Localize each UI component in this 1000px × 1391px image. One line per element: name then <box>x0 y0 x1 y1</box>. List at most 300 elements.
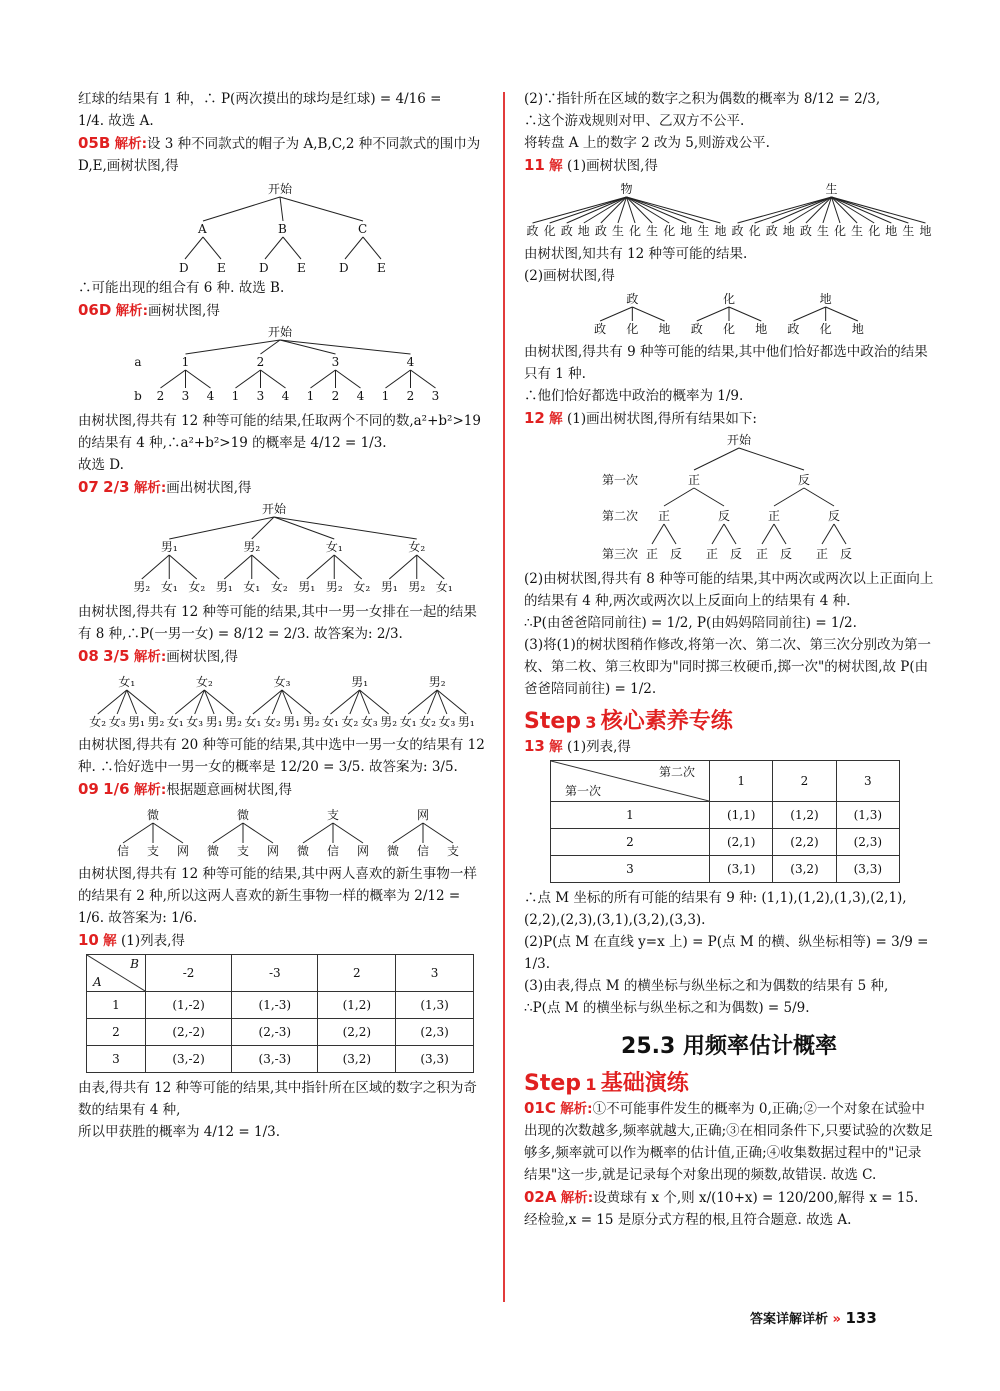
tree-leaf: 地 <box>885 224 898 238</box>
step1-title: 基础演练 <box>600 1071 689 1096</box>
tree-branch <box>632 307 664 321</box>
q02-tag: 解析: <box>560 1190 594 1206</box>
row-label: a <box>134 355 142 369</box>
tree-leaf: 政 <box>787 322 800 336</box>
tree-leaf: 3 <box>181 389 190 403</box>
tree-leaf: 正 <box>645 547 659 561</box>
tree-leaf: 信 <box>116 844 130 858</box>
q13-col: 3 <box>836 761 899 802</box>
tree-leaf: 反 <box>729 547 743 561</box>
q02-answer: A <box>544 1188 557 1206</box>
q13-text: (1)列表,得 <box>566 739 631 755</box>
tree-branch <box>627 197 704 223</box>
q08-conclusion: 由树状图,得共有 20 种等可能的结果,其中选中一男一女的结果有 12 种. ∴恰好选中一男一女的概率是 12/20 = 3/5. 故答案为: 3/5. <box>78 737 485 775</box>
q06-number: 06 <box>78 301 99 319</box>
q05-tag: 解析: <box>114 136 148 152</box>
tree-leaf: 1 <box>231 389 240 403</box>
tree-node: 女₂ <box>195 675 213 689</box>
q12-number: 12 <box>524 409 545 427</box>
question-05 <box>78 132 486 299</box>
tree-leaf: 生 <box>697 224 710 238</box>
step3-title: 核心素养专练 <box>600 709 733 734</box>
tree-branch <box>664 524 676 544</box>
q06-tree <box>78 324 486 408</box>
tree-branch <box>694 488 724 506</box>
q13-col: 1 <box>710 761 773 802</box>
table-row <box>551 856 900 883</box>
q02-number: 02 <box>524 1188 545 1206</box>
table-row <box>87 1046 474 1073</box>
tree-branch <box>834 524 846 544</box>
tree-branch <box>697 307 729 321</box>
step3-word: Step <box>524 709 582 734</box>
tree-leaf: 信 <box>416 844 430 858</box>
level-label: 第二次 <box>601 509 639 523</box>
tree-leaf: 支 <box>146 844 160 858</box>
tree-branch <box>417 555 445 579</box>
tree-branch <box>142 555 170 579</box>
tree-leaf: 化 <box>868 224 881 238</box>
q13-cell: (1,1) <box>710 802 773 829</box>
tree-leaf: 女₃ <box>186 715 204 729</box>
tree-branch <box>389 555 417 579</box>
q13-table <box>550 760 900 883</box>
q10-cell: (3,-3) <box>232 1046 318 1073</box>
tree-branch <box>762 524 774 544</box>
q13-corner-cell <box>551 761 710 802</box>
tree-leaf: 男₂ <box>408 580 426 594</box>
tree-branch <box>652 524 664 544</box>
tree-node: 男₁ <box>351 675 369 689</box>
tree-leaf: 男₁ <box>128 715 145 729</box>
tree-leaf: 3 <box>256 389 265 403</box>
q01-answer: C <box>544 1099 556 1117</box>
tree-leaf: 微 <box>296 844 310 858</box>
tree-leaf: 政 <box>594 224 607 238</box>
q10-corner-cell <box>87 955 146 992</box>
q08-answer: 3/5 <box>103 647 130 665</box>
q13-c1: ∴点 M 坐标的所有可能的结果有 9 种: (1,1),(1,2),(1,3),(2,1),(2,2),(2,3),(3,1),(3,2),(3,3). <box>524 890 907 928</box>
tree-leaf: 地 <box>658 322 671 336</box>
tree-leaf: 1 <box>306 389 315 403</box>
table-row <box>87 1019 474 1046</box>
tree-leaf: 男₂ <box>302 715 320 729</box>
q10-cont-2: ∴这个游戏规则对甲、乙双方不公平. <box>524 113 745 129</box>
q13-cell: (3,2) <box>773 856 836 883</box>
q10-col: 3 <box>396 955 474 992</box>
q06-end: 故选 D. <box>78 457 124 473</box>
q10-cell: (2,3) <box>396 1019 474 1046</box>
q05-l2-3: E <box>297 261 306 275</box>
q12-text: (1)画出树状图,得所有结果如下: <box>566 411 757 427</box>
q09-text: 根据题意画树状图,得 <box>166 782 293 798</box>
tree-leaf: 生 <box>611 224 624 238</box>
tree-leaf: 3 <box>431 389 440 403</box>
footer-label: 答案详解详析 <box>750 1312 829 1327</box>
tree-node: 网 <box>416 808 430 822</box>
tree-leaf: 男₁ <box>215 580 233 594</box>
tree-branch <box>739 448 804 470</box>
q10-tag: 解 <box>103 933 117 949</box>
tree-leaf: 政 <box>799 224 812 238</box>
tree-branch <box>161 370 186 388</box>
tree-leaf: 政 <box>731 224 744 238</box>
tree-branch <box>826 307 858 321</box>
tree-node: 男₂ <box>428 675 446 689</box>
q13-cell: 3 <box>551 856 710 883</box>
question-13 <box>524 735 934 1019</box>
question-06 <box>78 299 486 476</box>
tree-leaf: 2 <box>406 389 415 403</box>
table-row <box>551 761 900 802</box>
tree-leaf: 化 <box>663 224 676 238</box>
tree-branch <box>280 340 411 354</box>
chevron-right-icon: » <box>832 1312 841 1327</box>
tree-leaf: 化 <box>748 224 761 238</box>
tree-branch <box>311 370 336 388</box>
q09-tree <box>78 803 486 861</box>
q10-head-a: A <box>93 975 102 989</box>
tree-node: 政 <box>626 292 639 306</box>
tree-node: 男₂ <box>243 540 261 554</box>
tree-branch <box>627 197 721 223</box>
tree-node: 物 <box>620 182 633 196</box>
tree-leaf: 男₁ <box>298 580 316 594</box>
tree-branch <box>423 823 453 843</box>
tree-branch <box>274 517 417 539</box>
q10-cell: (3,2) <box>318 1046 396 1073</box>
q12-c3: (3)将(1)的树状图稍作修改,将第一次、第二次、第三次分别改为第一枚、第二枚、第三枚即为"同时掷三枚硬币,掷一次"的树状图,故 P(由爸爸陪同前往) = 1/2. <box>524 637 932 697</box>
tree-leaf: 化 <box>819 322 832 336</box>
q10-cell: (3,3) <box>396 1046 474 1073</box>
q05-answer: B <box>98 134 111 152</box>
tree-branch <box>712 524 724 544</box>
q05-l1-0: A <box>198 222 207 236</box>
question-09 <box>78 778 486 929</box>
q13-head-top: 第二次 <box>658 765 695 779</box>
tree-branch <box>567 197 627 223</box>
q13-cell: (2,1) <box>710 829 773 856</box>
q07-tree <box>78 501 486 599</box>
level-label: 第三次 <box>601 547 639 561</box>
tree-leaf: 正 <box>755 547 769 561</box>
tree-leaf: 政 <box>560 224 573 238</box>
tree-node: 女₂ <box>408 540 426 554</box>
tree-node: 正 <box>687 473 701 487</box>
tree-branch <box>755 197 832 223</box>
tree-branch <box>729 307 761 321</box>
tree-leaf: 微 <box>386 844 400 858</box>
tree-node: 生 <box>825 182 838 196</box>
q09-answer: 1/6 <box>103 780 130 798</box>
q06-tag: 解析: <box>115 303 149 319</box>
tree-leaf: 2 <box>331 389 340 403</box>
tree-branch <box>252 517 274 539</box>
tree-leaf: 男₁ <box>380 580 398 594</box>
tree-node: 地 <box>819 292 832 306</box>
tree-leaf: 化 <box>543 224 556 238</box>
tree-node: 反 <box>797 473 811 487</box>
tree-branch <box>772 197 832 223</box>
tree-leaf: 生 <box>646 224 659 238</box>
tree-branch <box>123 823 153 843</box>
tree-leaf: 生 <box>902 224 915 238</box>
tree-leaf: 生 <box>851 224 864 238</box>
tree-leaf: 正 <box>705 547 719 561</box>
intro-line-2: 1/4. 故选 A. <box>78 113 154 129</box>
tree-node: 反 <box>827 509 841 523</box>
table-row <box>87 992 474 1019</box>
tree-leaf: 地 <box>577 224 590 238</box>
tree-leaf: 女₃ <box>108 715 126 729</box>
tree-leaf: 男₁ <box>205 715 223 729</box>
q11-number: 11 <box>524 156 545 174</box>
tree-node: 微 <box>236 808 250 822</box>
tree-branch <box>169 555 197 579</box>
tree-branch <box>822 524 834 544</box>
q11-tree-2 <box>524 289 934 339</box>
q12-c1: (2)由树状图,得共有 8 种等可能的结果,其中两次或两次以上正面向上的结果有 4 种,两次或两次以上反面向上的结果有 4 种. <box>524 571 934 609</box>
q05-l1-2: C <box>358 222 368 236</box>
question-08 <box>78 645 486 778</box>
tree-leaf: 地 <box>782 224 795 238</box>
tree-node: 化 <box>722 292 736 306</box>
tree-leaf: 化 <box>626 322 639 336</box>
q12-tree <box>524 432 934 566</box>
q10-cell: 2 <box>87 1019 146 1046</box>
q10-cell: (2,2) <box>318 1019 396 1046</box>
q09-number: 09 <box>78 780 99 798</box>
tree-node: 3 <box>331 355 340 369</box>
q08-tag: 解析: <box>133 649 167 665</box>
tree-root: 开始 <box>267 325 293 339</box>
q10-col: 2 <box>318 955 396 992</box>
tree-branch <box>274 517 334 539</box>
q02-text: 设黄球有 x 个,则 x/(10+x) = 120/200,解得 x = 15. 经检验,x = 15 是原分式方程的根,且符合题意. 故选 A. <box>524 1190 919 1228</box>
tree-leaf: 女₃ <box>438 715 456 729</box>
question-11 <box>524 154 934 407</box>
tree-branch <box>664 488 694 506</box>
question-12 <box>524 407 934 700</box>
tree-leaf: 地 <box>919 224 932 238</box>
tree-leaf: 4 <box>206 389 215 403</box>
tree-leaf: 女₁ <box>435 580 453 594</box>
tree-branch <box>533 197 627 223</box>
table-row <box>551 829 900 856</box>
tree-branch <box>804 488 834 506</box>
tree-branch <box>832 197 909 223</box>
question-10 <box>78 929 486 1143</box>
step1-number: 1 <box>585 1075 597 1094</box>
q13-c2: (2)P(点 M 在直线 y=x 上) = P(点 M 的横、纵坐标相等) = 3/9 = 1/3. <box>524 934 929 972</box>
tree-leaf: 女₁ <box>244 715 262 729</box>
tree-leaf: 女₂ <box>341 715 359 729</box>
tree-leaf: 网 <box>356 844 370 858</box>
q07-conclusion: 由树状图,得共有 12 种等可能的结果,其中一男一女排在一起的结果有 8 种,∴P(一男一女) = 8/12 = 2/3. 故答案为: 2/3. <box>78 604 477 642</box>
q11-c1: 由树状图,知共有 12 种等可能的结果. <box>524 246 748 262</box>
tree-branch <box>386 370 411 388</box>
tree-branch <box>224 555 252 579</box>
tree-leaf: 男₂ <box>147 715 165 729</box>
q12-tag: 解 <box>549 411 563 427</box>
table-row <box>551 802 900 829</box>
tree-leaf: 女₂ <box>263 715 281 729</box>
q11-tag: 解 <box>549 158 563 174</box>
q09-conclusion: 由树状图,得共有 12 种等可能的结果,其中两人喜欢的新生事物一样的结果有 2 种,所以这两人喜欢的新生事物一样的概率为 2/12 = 1/6. 故答案为: 1/6. <box>78 866 477 926</box>
tree-branch <box>627 197 687 223</box>
q10-end: 所以甲获胜的概率为 4/12 = 1/3. <box>78 1124 281 1140</box>
right-column <box>524 88 934 1231</box>
q10-cell: 1 <box>87 992 146 1019</box>
tree-leaf: 支 <box>236 844 250 858</box>
tree-node: 正 <box>767 509 781 523</box>
page-footer <box>750 1308 877 1327</box>
q10-col: -3 <box>232 955 318 992</box>
q10-cell: (1,-3) <box>232 992 318 1019</box>
level-label: 第一次 <box>601 473 639 487</box>
tree-node: 男₁ <box>160 540 178 554</box>
q13-c4: ∴P(点 M 的横坐标与纵坐标之和为偶数) = 5/9. <box>524 1000 810 1016</box>
tree-node: 4 <box>406 355 415 369</box>
question-01 <box>524 1097 934 1186</box>
q10-table <box>86 954 474 1073</box>
q11-c2: (2)画树状图,得 <box>524 268 615 284</box>
q01-text: ①不可能事件发生的概率为 0,正确;②一个对象在试验中出现的次数越多,频率就越大,正确;③在相同条件下,只要试验的次数足够多,频率就可以作为概率的估计值,正确;④收集数据过程中的"记录结果"这一步,就是记录每个对象出现的频数,故错误. 故选 C. <box>524 1101 933 1183</box>
step1-word: Step <box>524 1071 582 1096</box>
q13-number: 13 <box>524 737 545 755</box>
tree-branch <box>307 555 335 579</box>
tree-node: 1 <box>181 355 190 369</box>
tree-branch <box>724 524 736 544</box>
tree-leaf: 反 <box>669 547 683 561</box>
q10-cell: (2,-3) <box>232 1019 318 1046</box>
q06-answer: D <box>98 301 112 319</box>
tree-branch <box>600 307 632 321</box>
q12-c2: ∴P(由爸爸陪同前往) = 1/2, P(由妈妈陪同前往) = 1/2. <box>524 615 857 631</box>
q05-l2-0: D <box>179 261 189 275</box>
tree-leaf: 男₂ <box>380 715 398 729</box>
q11-text: (1)画树状图,得 <box>566 158 658 174</box>
tree-branch <box>393 823 423 843</box>
tree-leaf: 微 <box>206 844 220 858</box>
tree-branch <box>411 370 436 388</box>
q13-col: 2 <box>773 761 836 802</box>
q01-number: 01 <box>524 1099 545 1117</box>
q13-c3: (3)由表,得点 M 的横坐标与纵坐标之和为偶数的结果有 5 种, <box>524 978 889 994</box>
tree-leaf: 男₁ <box>283 715 301 729</box>
q13-cell: (1,2) <box>773 802 836 829</box>
q07-answer: 2/3 <box>103 478 130 496</box>
intro-line-1: 红球的结果有 1 种，∴ P(两次摸出的球均是红球) = 4/16 = <box>78 91 442 107</box>
question-02 <box>524 1186 934 1231</box>
tree-branch <box>334 555 362 579</box>
tree-node: 2 <box>256 355 265 369</box>
q10-cont-3: 将转盘 A 上的数字 2 改为 5,则游戏公平. <box>524 135 770 151</box>
tree-node: 正 <box>657 509 671 523</box>
tree-leaf: 政 <box>690 322 703 336</box>
tree-branch <box>832 197 926 223</box>
tree-branch <box>236 370 261 388</box>
tree-leaf: 女₁ <box>160 580 178 594</box>
tree-leaf: 女₁ <box>399 715 417 729</box>
tree-branch <box>774 524 786 544</box>
tree-leaf: 1 <box>381 389 390 403</box>
tree-leaf: 女₂ <box>188 580 206 594</box>
tree-branch <box>243 823 273 843</box>
tree-branch <box>186 340 281 354</box>
tree-leaf: 女₂ <box>270 580 288 594</box>
tree-leaf: 4 <box>281 389 290 403</box>
tree-leaf: 男₂ <box>325 580 343 594</box>
tree-branch <box>213 823 243 843</box>
tree-branch <box>550 197 627 223</box>
tree-leaf: 女₁ <box>322 715 339 729</box>
tree-leaf: 化 <box>722 322 736 336</box>
q06-conclusion: 由树状图,得共有 12 种等可能的结果,任取两个不同的数,a²+b²>19 的结果有 4 种,∴a²+b²>19 的概率是 4/12 = 1/3. <box>78 413 481 451</box>
q11-c3: 由树状图,得共有 9 种等可能的结果,其中他们恰好都选中政治的结果只有 1 种. <box>524 344 928 382</box>
q08-text: 画树状图,得 <box>166 649 239 665</box>
q05-conclusion: ∴可能出现的组合有 6 种. 故选 B. <box>78 280 285 296</box>
q10-col: -2 <box>146 955 232 992</box>
q10-head-b: B <box>130 957 139 971</box>
tree-leaf: 女₂ <box>419 715 436 729</box>
q13-cell: (3,1) <box>710 856 773 883</box>
table-row <box>87 955 474 992</box>
q08-number: 08 <box>78 647 99 665</box>
tree-root: 开始 <box>726 433 752 447</box>
q10-conclusion: 由表,得共有 12 种等可能的结果,其中指针所在区域的数字之积为奇数的结果有 4 种, <box>78 1080 477 1118</box>
tree-root: 开始 <box>261 502 287 516</box>
tree-leaf: 正 <box>815 547 829 561</box>
tree-leaf: 生 <box>816 224 829 238</box>
tree-leaf: 女₁ <box>243 580 261 594</box>
q10-cont-1: (2)∵指针所在区域的数字之积为偶数的概率为 8/12 = 2/3, <box>524 91 881 107</box>
q13-cell: (1,3) <box>836 802 899 829</box>
q05-text: 设 3 种不同款式的帽子为 A,B,C,2 种不同款式的围巾为 D,E,画树状图,得 <box>78 136 481 174</box>
tree-node: 女₃ <box>273 675 291 689</box>
q05-l1-1: B <box>278 222 287 236</box>
q10-cell: (1,-2) <box>146 992 232 1019</box>
tree-leaf: 女₁ <box>166 715 184 729</box>
q10-cell: (3,-2) <box>146 1046 232 1073</box>
page-number: 133 <box>845 1309 877 1327</box>
left-column <box>78 88 486 1143</box>
tree-branch <box>153 823 183 843</box>
tree-leaf: 地 <box>714 224 727 238</box>
tree-branch <box>793 307 825 321</box>
q13-head-left: 第一次 <box>565 784 602 798</box>
tree-leaf: 女₂ <box>89 715 107 729</box>
tree-node: 支 <box>326 808 340 822</box>
row-label: b <box>134 389 142 403</box>
step3-number: 3 <box>585 713 597 732</box>
tree-leaf: 反 <box>779 547 793 561</box>
tree-leaf: 信 <box>326 844 340 858</box>
tree-leaf: 女₂ <box>353 580 371 594</box>
tree-leaf: 网 <box>266 844 280 858</box>
tree-leaf: 地 <box>680 224 693 238</box>
tree-branch <box>336 370 361 388</box>
q05-l2-4: D <box>339 261 349 275</box>
tree-leaf: 地 <box>851 322 864 336</box>
tree-leaf: 网 <box>176 844 190 858</box>
q10-cell: (1,2) <box>318 992 396 1019</box>
step1-heading <box>524 1066 934 1097</box>
q10-cell: 3 <box>87 1046 146 1073</box>
q06-text: 画树状图,得 <box>148 303 220 319</box>
tree-leaf: 政 <box>594 322 607 336</box>
q05-root: 开始 <box>268 182 293 196</box>
